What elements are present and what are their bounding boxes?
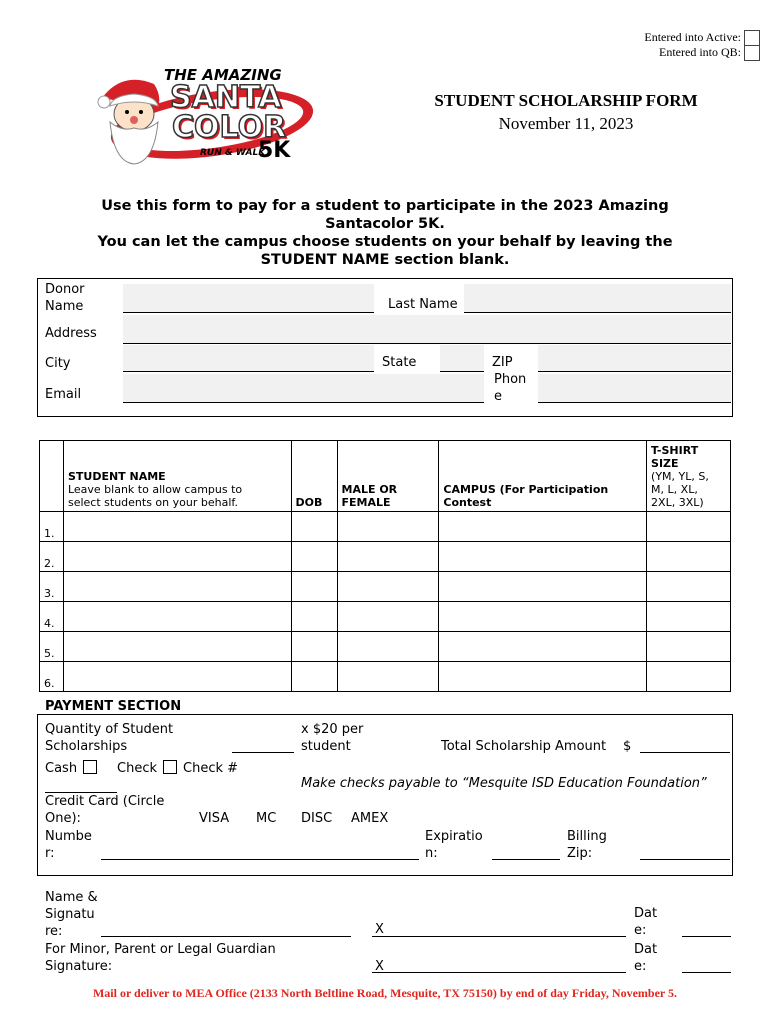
zip-label: ZIP	[492, 355, 513, 370]
student-name-cell[interactable]	[63, 572, 291, 602]
student-row-number: 4.	[40, 602, 64, 632]
quantity-field[interactable]	[232, 752, 294, 753]
dob-cell[interactable]	[291, 512, 337, 542]
campus-cell[interactable]	[439, 572, 647, 602]
header-shirt-4: M, L, XL,	[651, 483, 698, 496]
donor-name-label-2: Name	[45, 299, 84, 314]
guardian-label-2: Signature:	[45, 959, 113, 974]
card-disc[interactable]: DISC	[301, 811, 333, 826]
header-gender-2: FEMALE	[341, 496, 391, 509]
admin-active	[560, 30, 760, 46]
intro-line1: Use this form to pay for a student to participate in the 2023 Amazing	[101, 198, 669, 214]
guardian-date-label	[634, 941, 657, 975]
header-num	[40, 441, 64, 512]
campus-cell[interactable]	[439, 662, 647, 692]
gender-cell[interactable]	[337, 662, 439, 692]
dollar-sign: $	[623, 739, 632, 754]
qb-checkbox[interactable]	[744, 45, 760, 61]
header-campus	[439, 441, 647, 512]
student-name-cell[interactable]	[63, 512, 291, 542]
payment-section-title: PAYMENT SECTION	[45, 699, 182, 714]
dob-cell[interactable]	[291, 632, 337, 662]
header-student-name-title: STUDENT NAME	[67, 470, 166, 483]
guardian-label	[45, 941, 276, 975]
dob-cell[interactable]	[291, 602, 337, 632]
signature-date-field[interactable]	[682, 936, 731, 937]
logo-line5: 5K	[258, 138, 291, 163]
student-row	[40, 662, 731, 692]
student-row-number: 5.	[40, 632, 64, 662]
card-number-label-2: r:	[45, 846, 55, 861]
header-dob-label: DOB	[295, 496, 323, 509]
check-checkbox[interactable]	[163, 760, 177, 774]
state-field[interactable]	[440, 345, 484, 372]
donor-name-label-1: Donor	[45, 282, 85, 297]
student-name-cell[interactable]	[63, 542, 291, 572]
guardian-signature-field[interactable]	[372, 972, 626, 973]
admin-qb	[560, 45, 760, 61]
campus-cell[interactable]	[439, 632, 647, 662]
header-shirt-2: SIZE	[651, 457, 679, 470]
student-name-cell[interactable]	[63, 632, 291, 662]
signature-label-1: Name &	[45, 890, 98, 905]
student-name-cell[interactable]	[63, 602, 291, 632]
gender-cell[interactable]	[337, 572, 439, 602]
address-label: Address	[45, 326, 97, 341]
student-row	[40, 602, 731, 632]
student-row	[40, 632, 731, 662]
guardian-x: X	[375, 959, 384, 974]
student-row-number: 6.	[40, 662, 64, 692]
logo-line2: SANTA	[170, 80, 282, 115]
expiration-field[interactable]	[492, 859, 560, 860]
student-row-number: 2.	[40, 542, 64, 572]
dob-cell[interactable]	[291, 542, 337, 572]
city-field[interactable]	[123, 345, 374, 372]
gender-cell[interactable]	[337, 632, 439, 662]
student-name-cell[interactable]	[63, 662, 291, 692]
header-shirt-3: (YM, YL, S,	[651, 470, 709, 483]
card-number-field[interactable]	[101, 859, 419, 860]
active-checkbox[interactable]	[744, 30, 760, 46]
phone-label-2: e	[494, 389, 502, 404]
students-table	[39, 440, 731, 692]
phone-label	[492, 371, 526, 405]
billing-zip-label-2: Zip:	[567, 846, 593, 861]
gender-cell[interactable]	[337, 512, 439, 542]
email-label: Email	[45, 387, 82, 402]
check-label: Check	[117, 761, 157, 776]
expiration-label	[425, 828, 483, 862]
students-table-header	[40, 441, 731, 512]
zip-field[interactable]	[538, 345, 731, 372]
logo-line1: THE AMAZING	[164, 66, 282, 84]
signature-date-label	[634, 905, 657, 939]
students-table-body	[40, 512, 731, 692]
logo-line4: RUN & WALK	[200, 148, 266, 158]
mail-instructions: Mail or deliver to MEA Office (2133 North Beltline Road, Mesquite, TX 75150) by end of day Friday, November 5.	[92, 986, 678, 1000]
billing-zip-label-1: Billing	[567, 829, 607, 844]
credit-card-label	[45, 793, 164, 827]
quantity-label-2: Scholarships	[45, 739, 128, 754]
admin-qb-label: Entered into QB:	[659, 45, 741, 59]
state-label: State	[382, 355, 417, 370]
signature-label-2: Signatu	[45, 907, 95, 922]
form-title: STUDENT SCHOLARSHIP FORM	[434, 91, 698, 110]
credit-card-label-1: Credit Card (Circle	[45, 794, 165, 809]
donor-first-name-field[interactable]	[123, 284, 374, 313]
dob-cell[interactable]	[291, 572, 337, 602]
intro-line4: STUDENT NAME section blank.	[260, 252, 510, 268]
signature-label	[45, 889, 98, 940]
shirt-size-cell[interactable]	[647, 662, 731, 692]
header-dob	[291, 441, 337, 512]
phone-label-1: Phon	[494, 372, 527, 387]
city-label: City	[45, 356, 71, 371]
signature-x: X	[375, 922, 384, 937]
campus-cell[interactable]	[439, 512, 647, 542]
signature-date-label-2: e:	[634, 923, 647, 938]
billing-zip-field[interactable]	[640, 859, 730, 860]
admin-active-label: Entered into Active:	[644, 30, 741, 44]
shirt-size-cell[interactable]	[647, 602, 731, 632]
address-field[interactable]	[123, 315, 731, 344]
header-gender-1: MALE OR	[341, 483, 398, 496]
price-label-1: x $20 per	[301, 722, 364, 737]
student-row	[40, 512, 731, 542]
shirt-size-cell[interactable]	[647, 542, 731, 572]
event-logo	[92, 66, 314, 170]
price-label-2: student	[301, 739, 351, 754]
check-number-label: Check #	[183, 761, 239, 776]
signature-label-3: re:	[45, 924, 63, 939]
header-student-name-note-2: select students on your behalf.	[67, 496, 238, 509]
shirt-size-cell[interactable]	[647, 632, 731, 662]
billing-zip-label	[567, 828, 607, 862]
guardian-label-1: For Minor, Parent or Legal Guardian	[45, 942, 276, 957]
total-amount-field[interactable]	[640, 752, 730, 753]
guardian-date-label-1: Dat	[634, 942, 658, 957]
header-student-name-note-1: Leave blank to allow campus to	[67, 483, 243, 496]
email-field[interactable]	[123, 374, 484, 403]
header-campus-2: Contest	[443, 496, 492, 509]
card-amex[interactable]: AMEX	[351, 811, 389, 826]
donor-last-name-field[interactable]	[464, 284, 731, 313]
expiration-label-1: Expiratio	[425, 829, 483, 844]
cash-checkbox[interactable]	[83, 760, 97, 774]
phone-field[interactable]	[538, 374, 731, 403]
student-row	[40, 542, 731, 572]
shirt-size-cell[interactable]	[647, 512, 731, 542]
gender-cell[interactable]	[337, 542, 439, 572]
credit-card-label-2: One):	[45, 811, 81, 826]
intro-text	[40, 197, 730, 269]
expiration-label-2: n:	[425, 846, 438, 861]
header-student-name	[63, 441, 291, 512]
donor-name-label	[45, 281, 85, 315]
header-campus-1: CAMPUS (For Participation	[443, 483, 609, 496]
gender-cell[interactable]	[337, 602, 439, 632]
signature-date-label-1: Dat	[634, 906, 658, 921]
quantity-label	[45, 721, 173, 755]
guardian-date-label-2: e:	[634, 959, 647, 974]
card-mc[interactable]: MC	[256, 811, 277, 826]
total-label: Total Scholarship Amount	[441, 739, 607, 754]
cash-label: Cash	[45, 761, 78, 776]
quantity-label-1: Quantity of Student	[45, 722, 174, 737]
header-gender	[337, 441, 439, 512]
intro-line3: You can let the campus choose students on your behalf by leaving the	[97, 234, 673, 250]
student-row-number: 1.	[40, 512, 64, 542]
card-number-label-1: Numbe	[45, 829, 92, 844]
dob-cell[interactable]	[291, 662, 337, 692]
last-name-label: Last Name	[388, 297, 458, 312]
header-shirt-1: T-SHIRT	[651, 444, 699, 457]
printed-name-field[interactable]	[101, 936, 351, 937]
card-number-label	[45, 828, 92, 862]
card-visa[interactable]: VISA	[199, 811, 230, 826]
payable-note: Make checks payable to “Mesquite ISD Education Foundation”	[301, 776, 707, 791]
student-row-number: 3.	[40, 572, 64, 602]
intro-line2: Santacolor 5K.	[325, 216, 445, 232]
student-row	[40, 572, 731, 602]
logo-line3: COLOR	[172, 110, 287, 145]
shirt-size-cell[interactable]	[647, 572, 731, 602]
header-shirt	[647, 441, 731, 512]
header-shirt-5: 2XL, 3XL)	[651, 496, 704, 509]
campus-cell[interactable]	[439, 602, 647, 632]
campus-cell[interactable]	[439, 542, 647, 572]
guardian-date-field[interactable]	[682, 972, 731, 973]
form-date: November 11, 2023	[498, 114, 634, 133]
price-label	[301, 721, 363, 755]
signature-field[interactable]	[372, 936, 626, 937]
